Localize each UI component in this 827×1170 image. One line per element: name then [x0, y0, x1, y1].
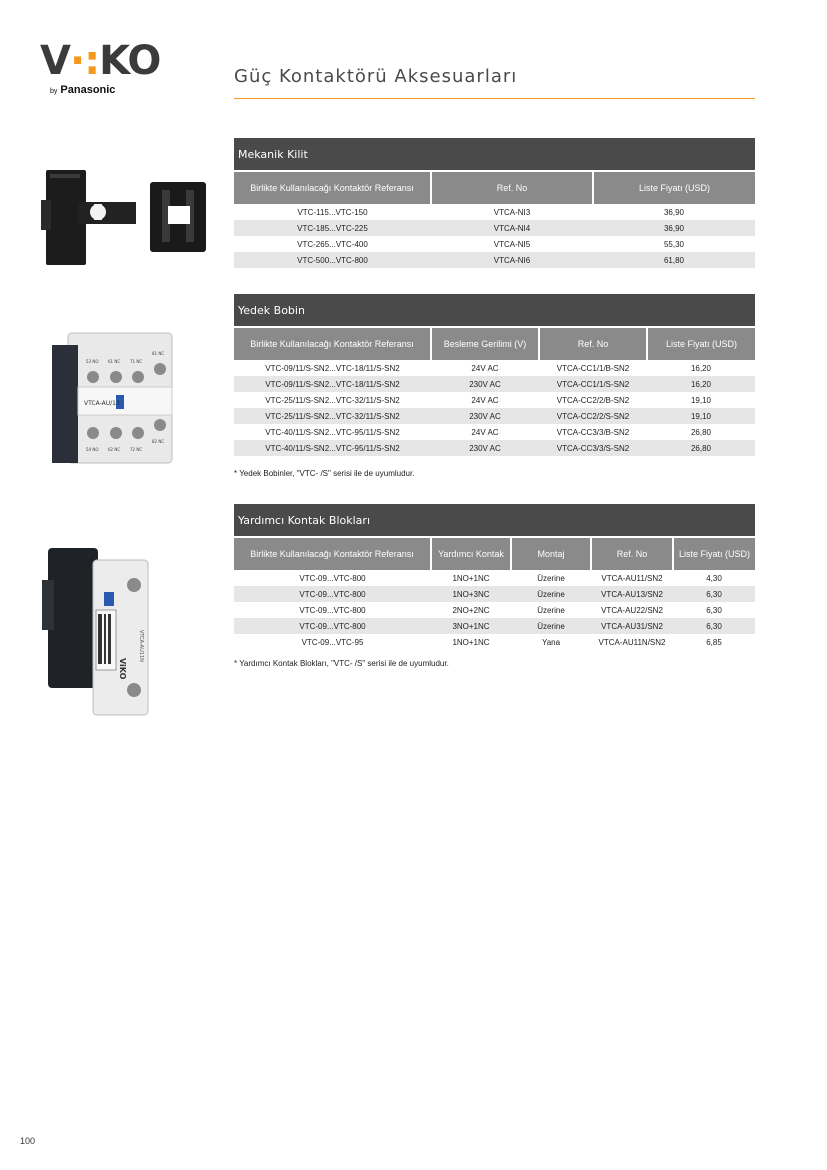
cell: VTC-09...VTC-800: [234, 586, 431, 602]
section-title: Yedek Bobin: [234, 294, 755, 326]
cell: VTC-09...VTC-800: [299, 573, 366, 583]
cell: VTC-40/11/S-SN2...VTC-95/11/S-SN2: [234, 440, 431, 456]
cell: VTC-09/11/S-SN2...VTC-18/11/S-SN2: [234, 376, 431, 392]
cell: VTC-115...VTC-150: [297, 207, 368, 217]
col-header-mounting: Montaj: [511, 537, 591, 570]
cell: VTC-500...VTC-800: [234, 252, 431, 268]
section-mekanik-kilit: [234, 138, 755, 268]
cell: 230V AC: [431, 440, 539, 456]
cell: VTCA-AU11N/SN2: [598, 637, 666, 647]
col-header-ref-no: Ref. No: [591, 537, 673, 570]
cell: Yana: [541, 637, 561, 647]
cell: VTC-40/11/S-SN2...VTC-95/11/S-SN2: [265, 427, 400, 437]
cell: VTCA-CC1/1/S-SN2: [539, 376, 647, 392]
cell: 26,80: [647, 440, 755, 456]
cell: VTC-09...VTC-95: [301, 637, 364, 647]
cell: 19,10: [690, 395, 712, 405]
cell: 24V AC: [471, 427, 499, 437]
terminal-label: 62 NC: [108, 447, 121, 452]
cell: VTCA-CC1/1/B-SN2: [556, 363, 630, 373]
cell: VTCA-CC2/2/S-SN2: [539, 408, 647, 424]
cell: 6,30: [706, 605, 722, 615]
terminal-label: 72 NC: [130, 447, 143, 452]
section-yardimci-kontak: [234, 504, 755, 650]
cell: 4,30: [706, 573, 722, 583]
cell: VTCA-AU22/SN2: [601, 605, 663, 615]
cell: VTCA-AU13/SN2: [591, 586, 673, 602]
table-row: [234, 236, 755, 252]
table-row: [234, 570, 755, 586]
cell: VTCA-AU31/SN2: [591, 618, 673, 634]
coil-label: VTCA-AU/13: [84, 400, 120, 407]
table-row: [234, 440, 755, 456]
cell: Üzerine: [537, 605, 565, 615]
page-title: Güç Kontaktörü Aksesuarları: [234, 66, 518, 87]
table-row: [234, 408, 755, 424]
col-header-ref-no: Ref. No: [539, 327, 647, 360]
cell: VTCA-AU11/SN2: [601, 573, 663, 583]
cell: Üzerine: [511, 618, 591, 634]
cell: Üzerine: [537, 573, 565, 583]
terminal-label: 61 NC: [108, 359, 121, 364]
cell: VTC-09/11/S-SN2...VTC-18/11/S-SN2: [265, 363, 400, 373]
table-row: [234, 376, 755, 392]
yardimci-kontak-table: [234, 536, 755, 650]
cell: 24V AC: [471, 395, 499, 405]
cell: VTC-25/11/S-SN2...VTC-32/11/S-SN2: [265, 395, 400, 405]
yardimci-kontak-note: * Yardımcı Kontak Blokları, "VTC- /S" serisi ile de uyumludur.: [234, 659, 449, 668]
col-header-ref-no: Ref. No: [431, 171, 593, 204]
col-header-price: Liste Fiyatı (USD): [593, 171, 755, 204]
cell: 16,20: [690, 363, 712, 373]
cell: 55,30: [663, 239, 685, 249]
cell: 6,30: [673, 618, 755, 634]
mechanical-interlock-image: [38, 160, 213, 275]
cell: 26,80: [690, 427, 712, 437]
cell: 6,85: [706, 637, 722, 647]
cell: VTCA-NI3: [493, 207, 531, 217]
cell: 36,90: [593, 220, 755, 236]
title-divider: [234, 98, 755, 99]
auxiliary-contact-block-image: [38, 540, 158, 725]
cell: 3NO+1NC: [431, 618, 511, 634]
section-yedek-bobin: [234, 294, 755, 456]
cell: VTCA-CC2/2/B-SN2: [556, 395, 630, 405]
logo-subtitle: by Panasonic: [50, 84, 116, 96]
cell: 19,10: [647, 408, 755, 424]
table-row: [234, 204, 755, 220]
cell: VTC-09...VTC-800: [299, 605, 366, 615]
logo-wordmark: V·:KO: [40, 38, 161, 84]
cell: 1NO+3NC: [431, 586, 511, 602]
col-header-price: Liste Fiyatı (USD): [673, 537, 755, 570]
cell: 1NO+1NC: [452, 573, 490, 583]
cell: VTC-265...VTC-400: [297, 239, 368, 249]
terminal-label: 53 NO: [86, 359, 99, 364]
table-row: [234, 424, 755, 440]
section-title: Mekanik Kilit: [234, 138, 755, 170]
mekanik-kilit-table: [234, 170, 755, 268]
col-header-aux-contact: Yardımcı Kontak: [431, 537, 511, 570]
cell: 61,80: [593, 252, 755, 268]
table-row: [234, 252, 755, 268]
yedek-bobin-table: [234, 326, 755, 456]
cell: VTCA-CC3/3/B-SN2: [556, 427, 630, 437]
viko-logo: [40, 40, 160, 102]
yedek-bobin-note: * Yedek Bobinler, "VTC- /S" serisi ile de uyumludur.: [234, 469, 415, 478]
cell: 36,90: [663, 207, 685, 217]
col-header-contactor-ref: Birlikte Kullanılacağı Kontaktör Referansı: [234, 327, 431, 360]
terminal-label: 82 NC: [152, 439, 165, 444]
table-row: [234, 392, 755, 408]
table-row: [234, 220, 755, 236]
terminal-label: 54 NO: [86, 447, 99, 452]
table-row: [234, 618, 755, 634]
cell: 1NO+1NC: [452, 637, 490, 647]
cell: VTCA-NI6: [431, 252, 593, 268]
table-row: [234, 602, 755, 618]
col-header-contactor-ref: Birlikte Kullanılacağı Kontaktör Referansı: [234, 171, 431, 204]
cell: 230V AC: [431, 408, 539, 424]
col-header-voltage: Besleme Gerilimi (V): [431, 327, 539, 360]
cell: Üzerine: [511, 586, 591, 602]
cell: VTCA-NI4: [431, 220, 593, 236]
cell: VTC-185...VTC-225: [234, 220, 431, 236]
cell: 16,20: [647, 376, 755, 392]
cell: VTC-09...VTC-800: [234, 618, 431, 634]
cell: VTC-25/11/S-SN2...VTC-32/11/S-SN2: [234, 408, 431, 424]
col-header-contactor-ref: Birlikte Kullanılacağı Kontaktör Referansı: [234, 537, 431, 570]
cell: 24V AC: [471, 363, 499, 373]
table-row: [234, 634, 755, 650]
aux-brand-label: ViKO: [118, 658, 127, 680]
cell: 230V AC: [431, 376, 539, 392]
cell: 6,30: [673, 586, 755, 602]
section-title: Yardımcı Kontak Blokları: [234, 504, 755, 536]
table-row: [234, 360, 755, 376]
terminal-label: 71 NC: [130, 359, 143, 364]
terminal-label: 81 NC: [152, 351, 165, 356]
cell: VTCA-NI5: [493, 239, 531, 249]
aux-ref-label: VTCA-AU11N: [138, 630, 144, 662]
cell: VTCA-CC3/3/S-SN2: [539, 440, 647, 456]
cell: 2NO+2NC: [452, 605, 490, 615]
page-number: 100: [20, 1136, 36, 1146]
col-header-price: Liste Fiyatı (USD): [647, 327, 755, 360]
table-row: [234, 586, 755, 602]
spare-coil-image: [38, 325, 178, 475]
